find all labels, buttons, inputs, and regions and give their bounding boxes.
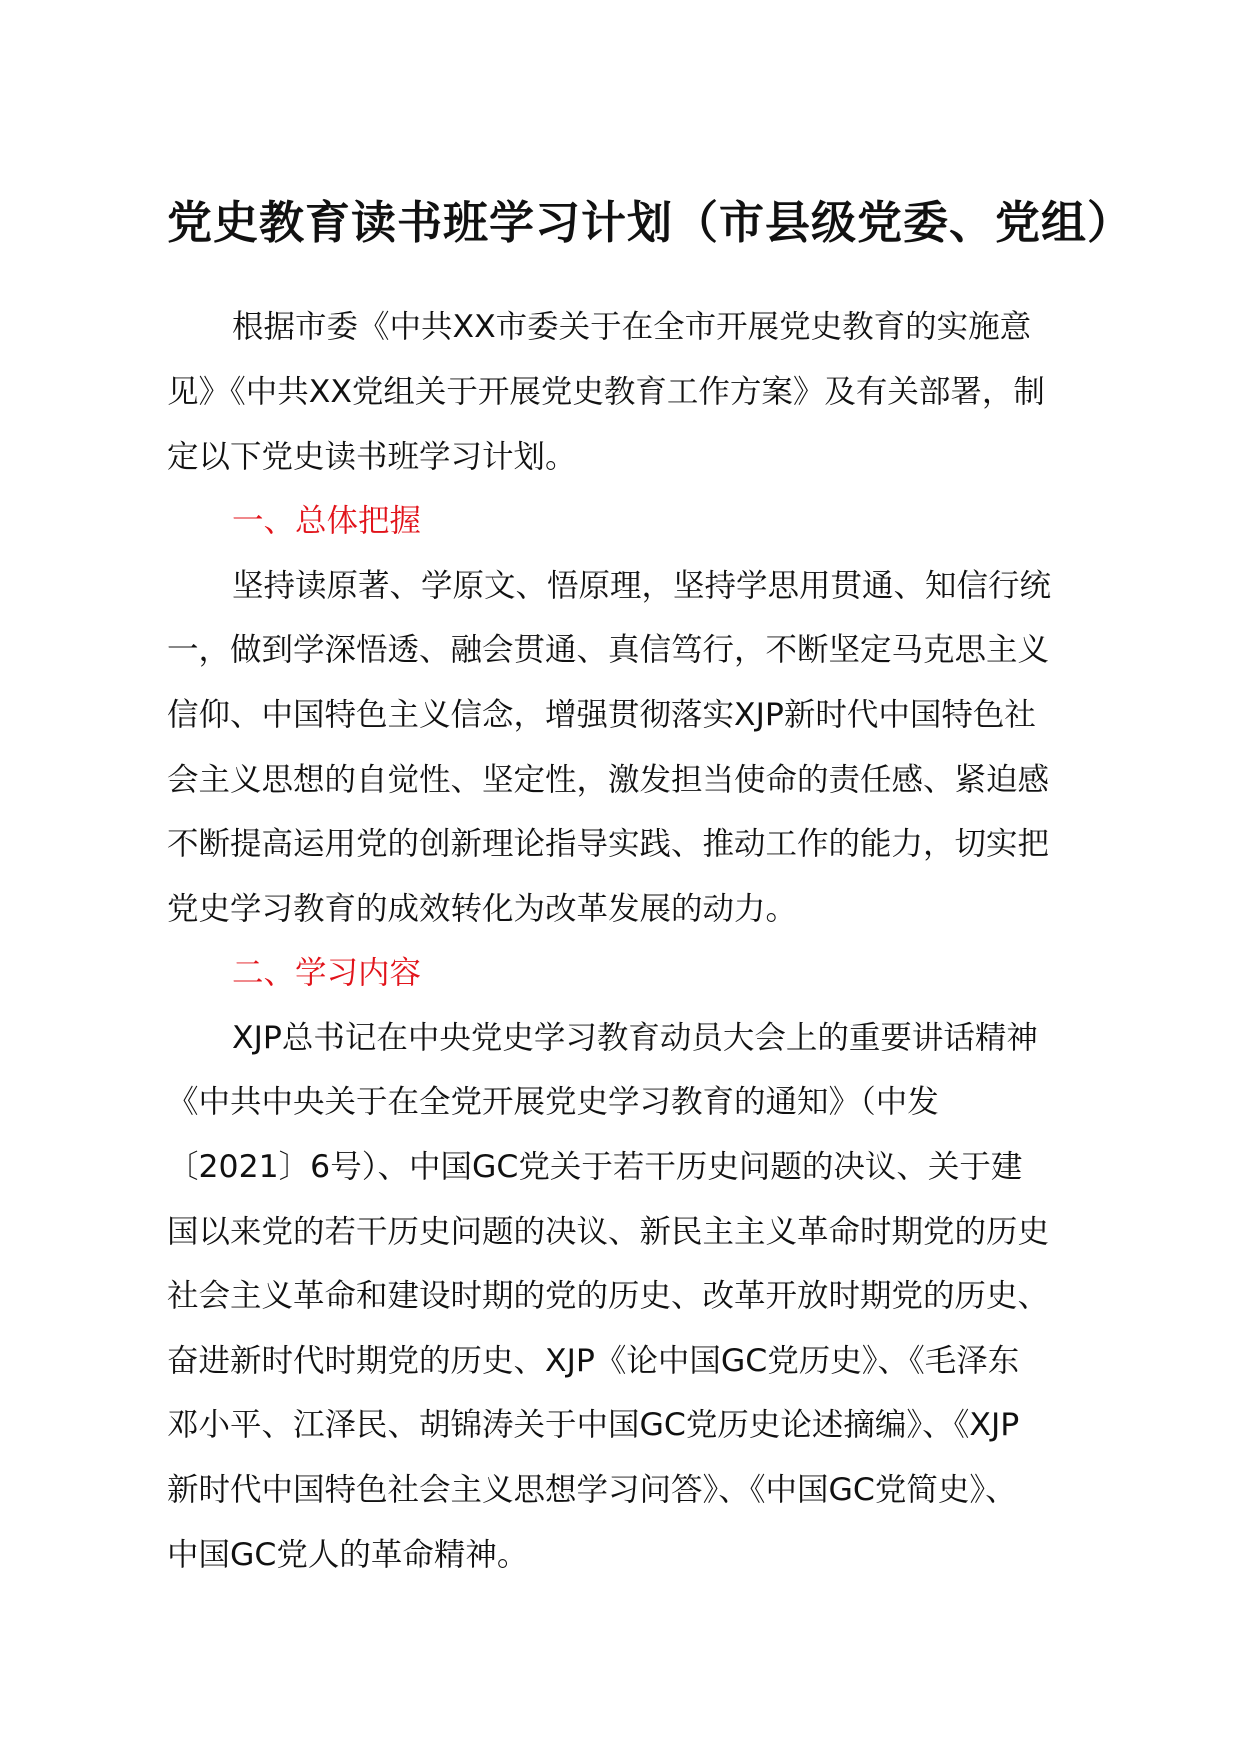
section1-line-1: 坚持读原著、学原文、悟原理，坚持学思用贯通、知信行统 [232, 568, 1052, 604]
section2-line-9: 中国GC党人的革命精神。 [167, 1537, 529, 1573]
section1-line-5: 不断提高运用党的创新理论指导实践、推动工作的能力，切实把 [167, 826, 1050, 862]
section2-line-3: 〔2021〕6号）、中国GC党关于若干历史问题的决议、关于建 [167, 1149, 1023, 1185]
section2-line-7: 邓小平、江泽民、胡锦涛关于中国GC党历史论述摘编》、《XJP [167, 1407, 1020, 1443]
intro-line-1: 根据市委《中共XX市委关于在全市开展党史教育的实施意 [232, 309, 1032, 345]
section1-line-4: 会主义思想的自觉性、坚定性，激发担当使命的责任感、紧迫感 [167, 762, 1050, 798]
section1-line-6: 党史学习教育的成效转化为改革发展的动力。 [167, 891, 798, 927]
document-title: 党史教育读书班学习计划（市县级党委、党组） [167, 196, 1134, 249]
intro-line-2: 见》《中共XX党组关于开展党史教育工作方案》及有关部署，制 [167, 374, 1045, 410]
section2-line-8: 新时代中国特色社会主义思想学习问答》、《中国GC党简史》、 [167, 1472, 1017, 1508]
section2-line-1: XJP总书记在中央党史学习教育动员大会上的重要讲话精神 [232, 1020, 1038, 1056]
section2-line-4: 国以来党的若干历史问题的决议、新民主主义革命时期党的历史 [167, 1214, 1050, 1250]
intro-line-3: 定以下党史读书班学习计划。 [167, 439, 577, 475]
section2-line-2: 《中共中央关于在全党开展党史学习教育的通知》（中发 [167, 1084, 939, 1120]
section1-line-2: 一，做到学深悟透、融会贯通、真信笃行，不断坚定马克思主义 [167, 632, 1050, 668]
section1-line-3: 信仰、中国特色主义信念，增强贯彻落实XJP新时代中国特色社 [167, 697, 1036, 733]
section2-line-6: 奋进新时代时期党的历史、XJP《论中国GC党历史》、《毛泽东 [167, 1343, 1020, 1379]
section-heading-overall: 一、总体把握 [232, 503, 422, 539]
section2-line-5: 社会主义革命和建设时期的党的历史、改革开放时期党的历史、 [167, 1278, 1050, 1314]
section-heading-content: 二、学习内容 [232, 955, 422, 991]
